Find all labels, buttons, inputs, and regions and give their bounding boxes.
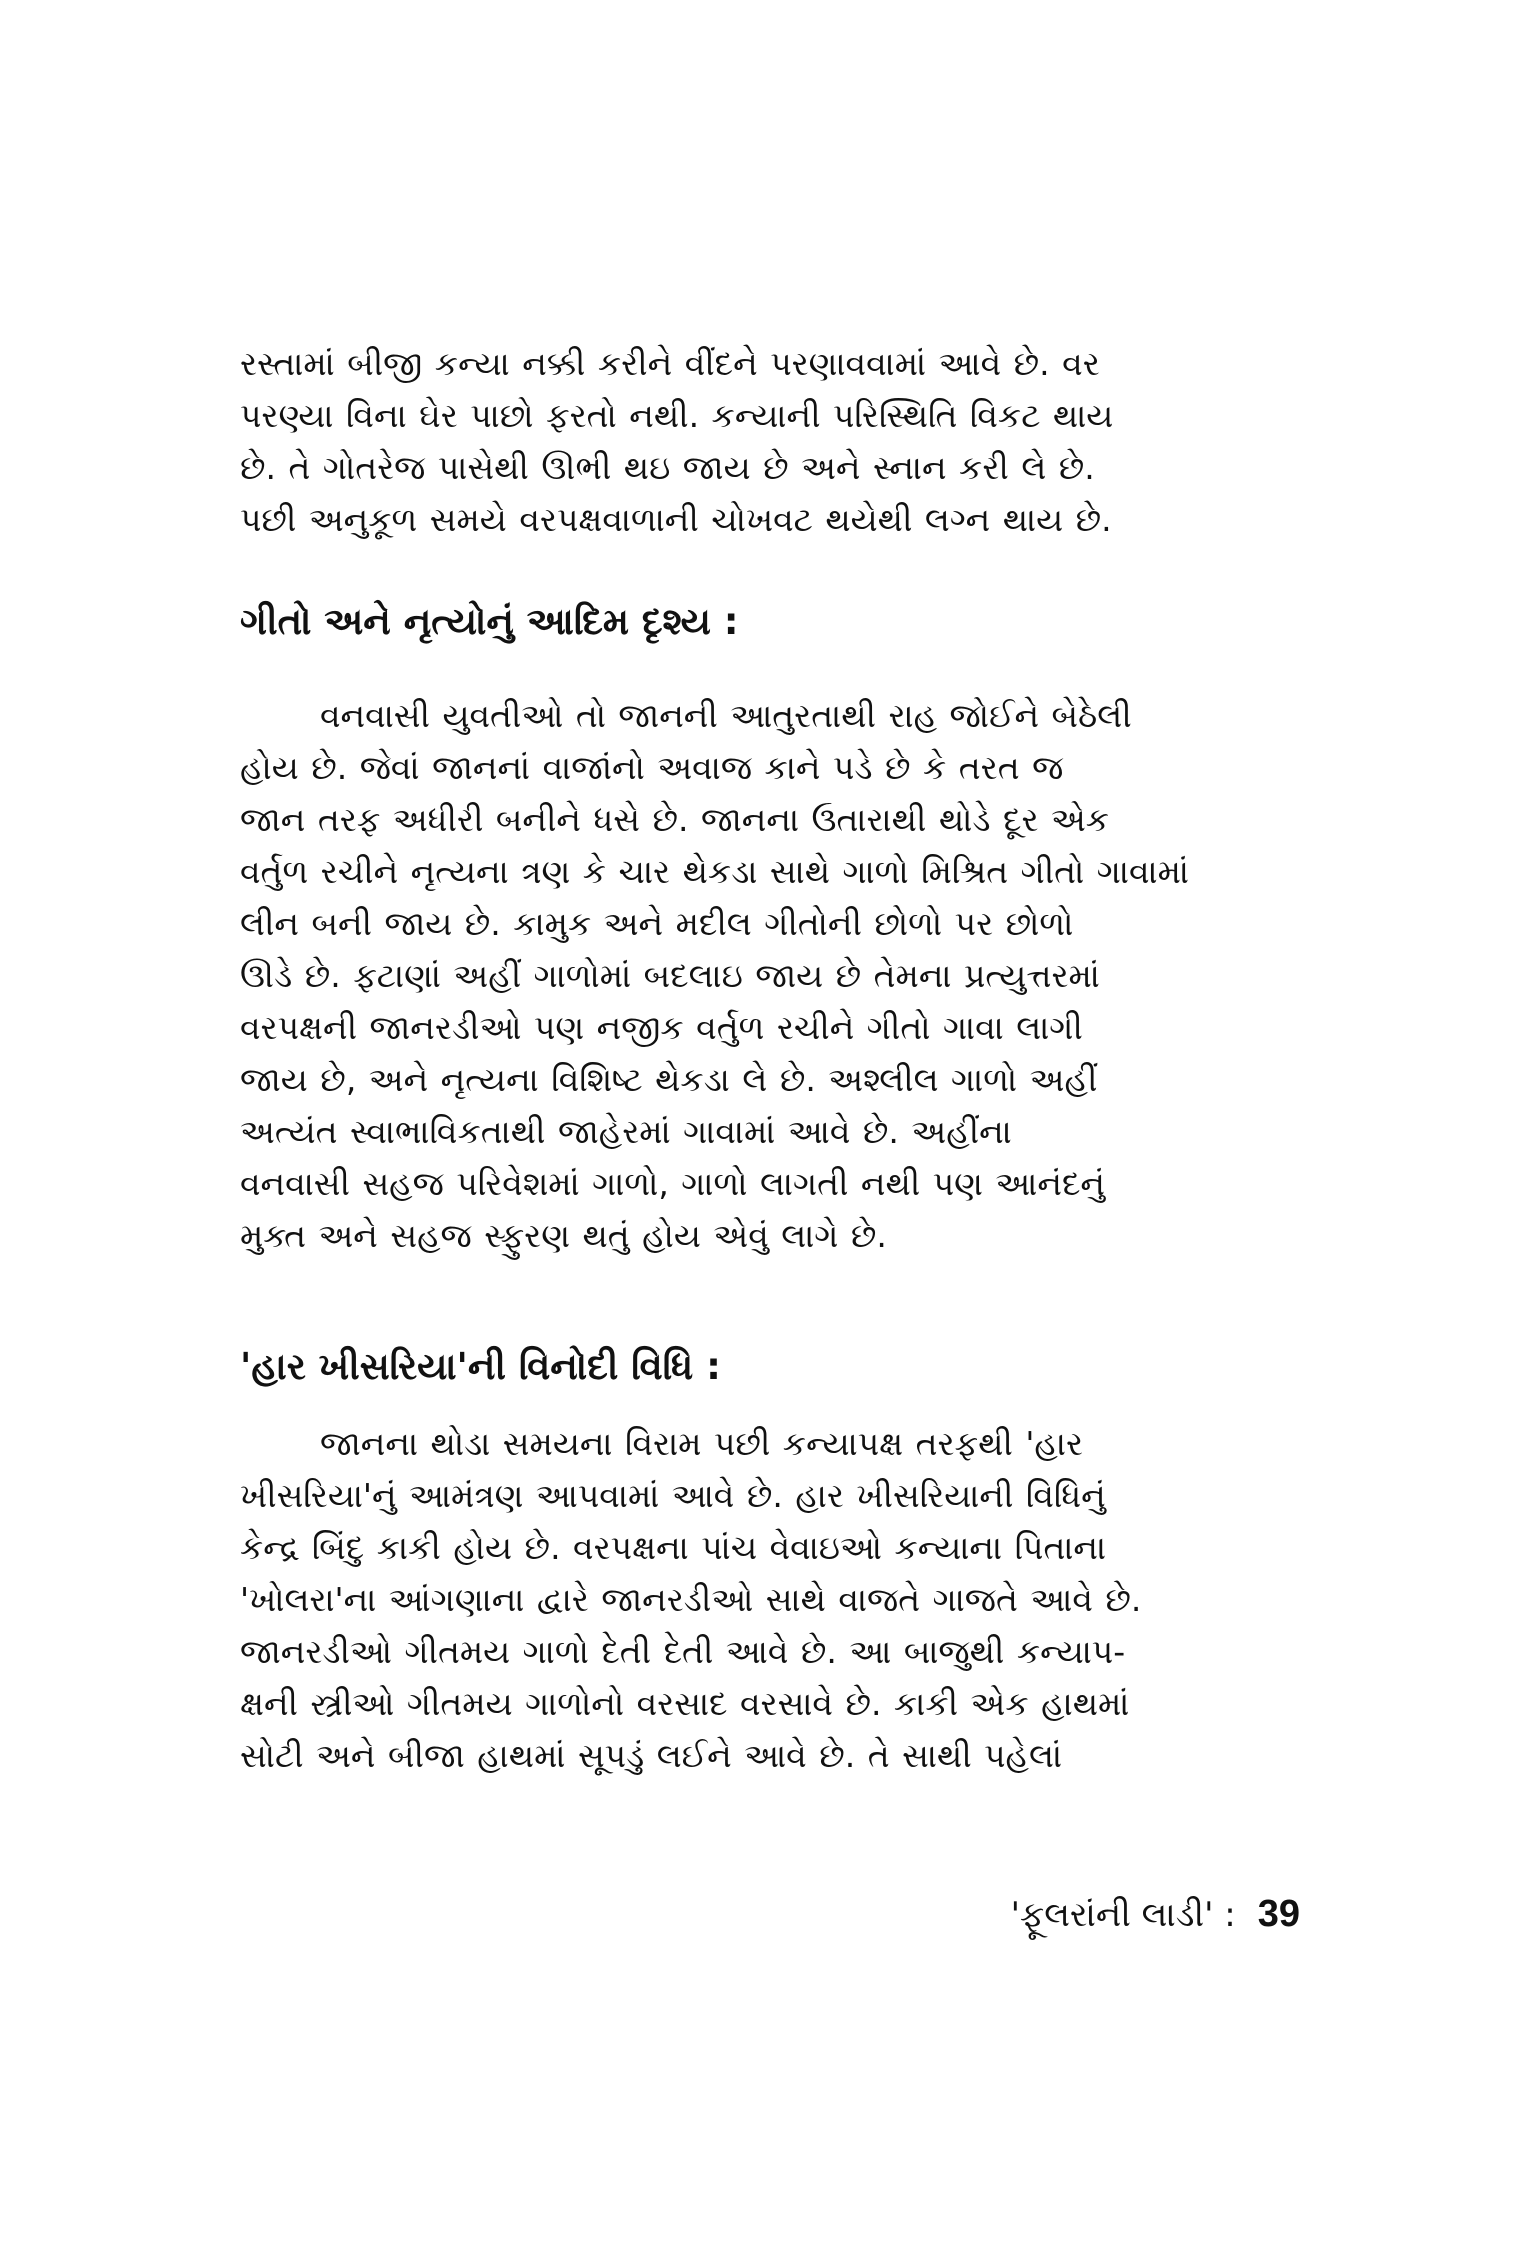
page-footer [870,1893,1300,1936]
text-line: સોટી અને બીજા હાથમાં સૂપડું લઈને આવે છે. તે સાથી પહેલાં [240,1736,1063,1775]
songs-dances-paragraph [240,690,1300,1262]
text-line: મુક્ત અને સહજ સ્ફુરણ થતું હોય એવું લાગે છે. [240,1216,887,1255]
running-title: 'ફૂલરાંની લાડી' : [1010,1895,1236,1935]
text-line: 'ખોલરા'ના આંગણાના દ્વારે જાનરડીઓ સાથે વાજતે ગાજતે આવે છે. [240,1580,1142,1619]
text-line: રસ્તામાં બીજી કન્યા નક્કી કરીને વીંદને પરણાવવામાં આવે છે. વર [240,344,1100,383]
section-heading-har-khisariya: 'હાર ખીસરિયા'ની વિનોદી વિધિ : [240,1345,721,1388]
text-line: ખીસરિયા'નું આમંત્રણ આપવામાં આવે છે. હાર ખીસરિયાની વિધિનું [240,1476,1106,1515]
text-line: જાનના થોડા સમયના વિરામ પછી કન્યાપક્ષ તરફથી 'હાર [320,1424,1084,1463]
text-line: ઊડે છે. ફટાણાં અહીં ગાળોમાં બદલાઇ જાય છે તેમના પ્રત્યુત્તરમાં [240,956,1100,995]
text-line: ક્ષની સ્ત્રીઓ ગીતમય ગાળોનો વરસાદ વરસાવે છે. કાકી એક હાથમાં [240,1684,1130,1723]
text-line: વર્તુળ રચીને નૃત્યના ત્રણ કે ચાર થેકડા સાથે ગાળો મિશ્રિત ગીતો ગાવામાં [240,852,1189,891]
text-line: વનવાસી યુવતીઓ તો જાનની આતુરતાથી રાહ જોઈને બેઠેલી [320,696,1132,735]
text-line: વરપક્ષની જાનરડીઓ પણ નજીક વર્તુળ રચીને ગીતો ગાવા લાગી [240,1008,1083,1047]
text-line: લીન બની જાય છે. કામુક અને મદીલ ગીતોની છોળો પર છોળો [240,904,1074,943]
text-line: જાનરડીઓ ગીતમય ગાળો દેતી દેતી આવે છે. આ બાજુથી કન્યાપ- [240,1632,1126,1671]
text-line: જાય છે, અને નૃત્યના વિશિષ્ટ થેકડા લે છે. અશ્લીલ ગાળો અહીં [240,1060,1098,1099]
section-heading-songs-dances: ગીતો અને નૃત્યોનું આદિમ દૃશ્ય : [240,600,739,643]
text-line: વનવાસી સહજ પરિવેશમાં ગાળો, ગાળો લાગતી નથી પણ આનંદનું [240,1164,1105,1203]
intro-paragraph [240,338,1300,546]
text-line: પછી અનુકૂળ સમયે વરપક્ષવાળાની ચોખવટ થયેથી લગ્ન થાય છે. [240,500,1112,539]
text-line: અત્યંત સ્વાભાવિકતાથી જાહેરમાં ગાવામાં આવે છે. અહીંના [240,1112,1012,1151]
page-number: 39 [1257,1893,1300,1935]
text-line: છે. તે ગોતરેજ પાસેથી ઊભી થઇ જાય છે અને સ્નાન કરી લે છે. [240,448,1095,487]
text-line: હોય છે. જેવાં જાનનાં વાજાંનો અવાજ કાને પડે છે કે તરત જ [240,748,1064,787]
text-line: કેન્દ્ર બિંદુ કાકી હોય છે. વરપક્ષના પાંચ વેવાઇઓ કન્યાના પિતાના [240,1528,1107,1567]
text-line: જાન તરફ અધીરી બનીને ધસે છે. જાનના ઉતારાથી થોડે દૂર એક [240,800,1110,839]
text-line: પરણ્યા વિના ઘેર પાછો ફરતો નથી. કન્યાની પરિસ્થિતિ વિકટ થાય [240,396,1114,435]
har-khisariya-paragraph [240,1418,1300,1782]
